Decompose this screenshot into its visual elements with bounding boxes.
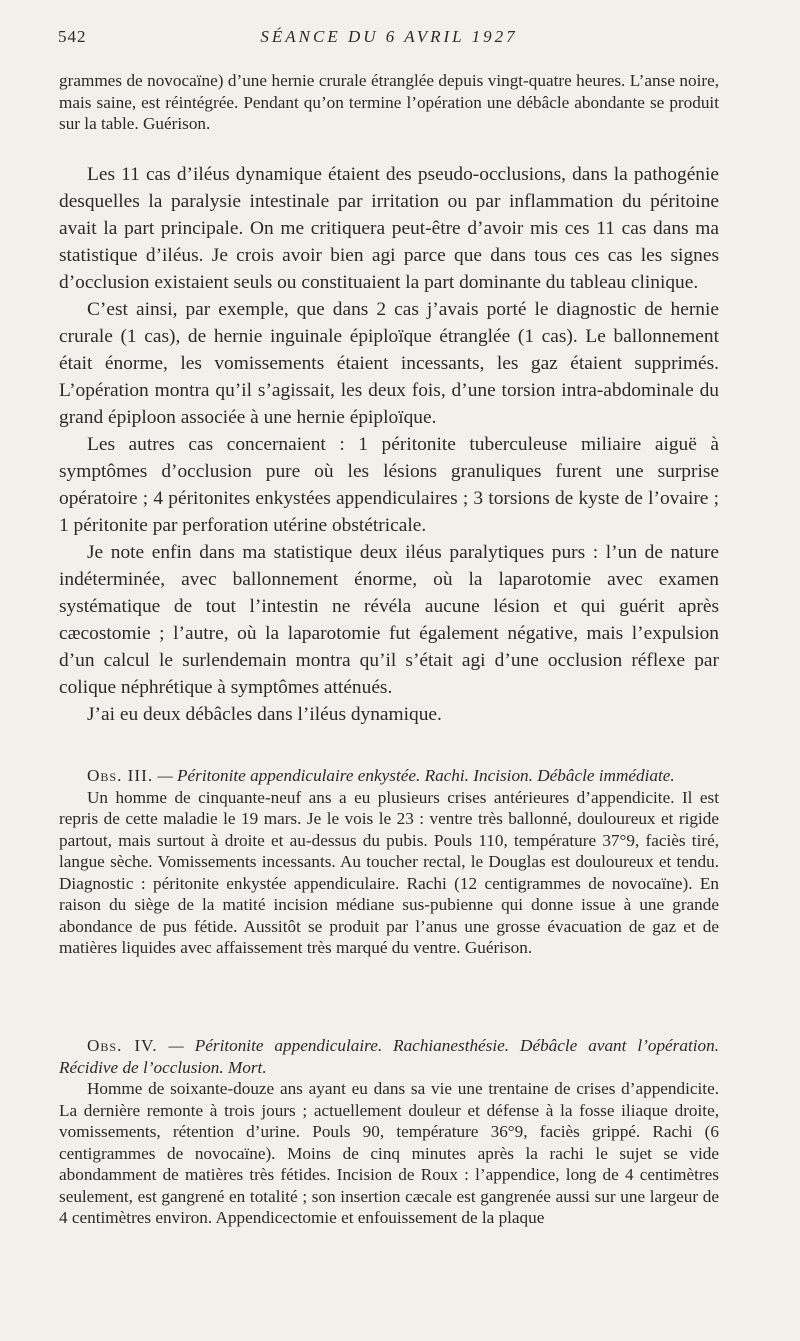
observation-iv-label: Obs. IV. [87,1036,158,1055]
observation-iii-title: — Péritonite appendiculaire enkystée. Rachi. Incision. Débâcle immédiate. [157,766,675,785]
discussion-paragraph-4: Je note enfin dans ma statistique deux iléus paralytiques purs : l’un de nature indéterminée, avec ballonnement énorme, où la laparotomie avec examen systématique de tout l’intestin ne révéla aucune lésion et qui guérit après cæcostomie ; l’autre, où la laparotomie fut également négative, mais l’expulsion d’un calcul le surlendemain montra qu’il s’était agi d’une occlusion réflexe par colique néphrétique à symptômes atténués. [59,542,719,698]
observation-iv-heading [59,1035,719,1078]
observation-iii [59,765,719,959]
continued-observation [59,70,719,135]
running-title: SÉANCE DU 6 AVRIL 1927 [260,27,518,46]
main-discussion [59,161,719,728]
discussion-paragraph-5: J’ai eu deux débâcles dans l’iléus dynamique. [87,704,442,725]
observation-iv-title: — Péritonite appendiculaire. Rachianesthésie. Débâcle avant l’opération. Récidive de l’occlusion. Mort. [59,1036,720,1077]
observation-iv [59,1035,719,1229]
discussion-paragraph-1: Les 11 cas d’iléus dynamique étaient des pseudo-occlusions, dans la pathogénie desquelles la paralysie intestinale par irritation ou par inflammation du péritoine avait la part principale. On me critiquera peut-être d’avoir mis ces 11 cas dans ma statistique d’iléus. Je crois avoir bien agi parce que dans tous ces cas les signes d’occlusion existaient seuls ou constituaient la part dominante du tableau clinique. [59,164,719,293]
discussion-paragraph-2: C’est ainsi, par exemple, que dans 2 cas j’avais porté le diagnostic de hernie crurale (1 cas), de hernie inguinale épiploïque étranglée (1 cas). Le ballonnement était énorme, les vomissements étaient incessants, les gaz étaient supprimés. L’opération montra qu’il s’agissait, les deux fois, d’une torsion intra-abdominale du grand épiploon associée à une hernie épiploïque. [59,299,719,428]
observation-iii-text: Un homme de cinquante-neuf ans a eu plusieurs crises antérieures d’appendicite. Il est repris de cette maladie le 19 mars. Je le vois le 23 : ventre très ballonné, douloureux et rigide partout, mais surtout à droite et au-dessus du pubis. Pouls 110, température 37°9, faciès tiré, langue sèche. Vomissements incessants. Au toucher rectal, le Douglas est douloureux et tendu. Diagnostic : péritonite enkystée appendiculaire. Rachi (12 centigrammes de novocaïne). En raison du siège de la matité incision médiane sus-pubienne qui donne issue à une grande abondance de pus fétide. Aussitôt se produit par l’anus une grosse évacuation de gaz et de matières liquides avec affaissement très marqué du ventre. Guérison. [59,787,719,957]
page-header [58,27,720,53]
observation-iii-label: Obs. III. [87,766,154,785]
observation-iii-heading [59,765,719,787]
page-number: 542 [58,27,87,46]
discussion-paragraph-3: Les autres cas concernaient : 1 péritonite tuberculeuse miliaire aiguë à symptômes d’occlusion pure où les lésions granuliques furent une surprise opératoire ; 4 péritonites enkystées appendiculaires ; 3 torsions de kyste de l’ovaire ; 1 péritonite par perforation utérine obstétricale. [59,434,719,536]
continued-paragraph: grammes de novocaïne) d’une hernie crurale étranglée depuis vingt-quatre heures. L’anse noire, mais saine, est réintégrée. Pendant qu’on termine l’opération une débâcle abondante se produit sur la table. Guérison. [59,71,719,133]
observation-iv-text: Homme de soixante-douze ans ayant eu dans sa vie une trentaine de crises d’appendicite. La dernière remonte à trois jours ; actuellement douleur et défense à la fosse iliaque droite, vomissements, rétention d’urine. Pouls 90, température 36°9, faciès grippé. Rachi (6 centigrammes de novocaïne). Moins de cinq minutes après la rachi le sujet se vide abondamment de matières très fétides. Incision de Roux : l’appendice, long de 4 centimètres seulement, est gangrené en totalité ; son insertion cæcale est gangrenée aussi sur une largeur de 4 centimètres environ. Appendicectomie et enfouissement de la plaque [59,1079,719,1227]
